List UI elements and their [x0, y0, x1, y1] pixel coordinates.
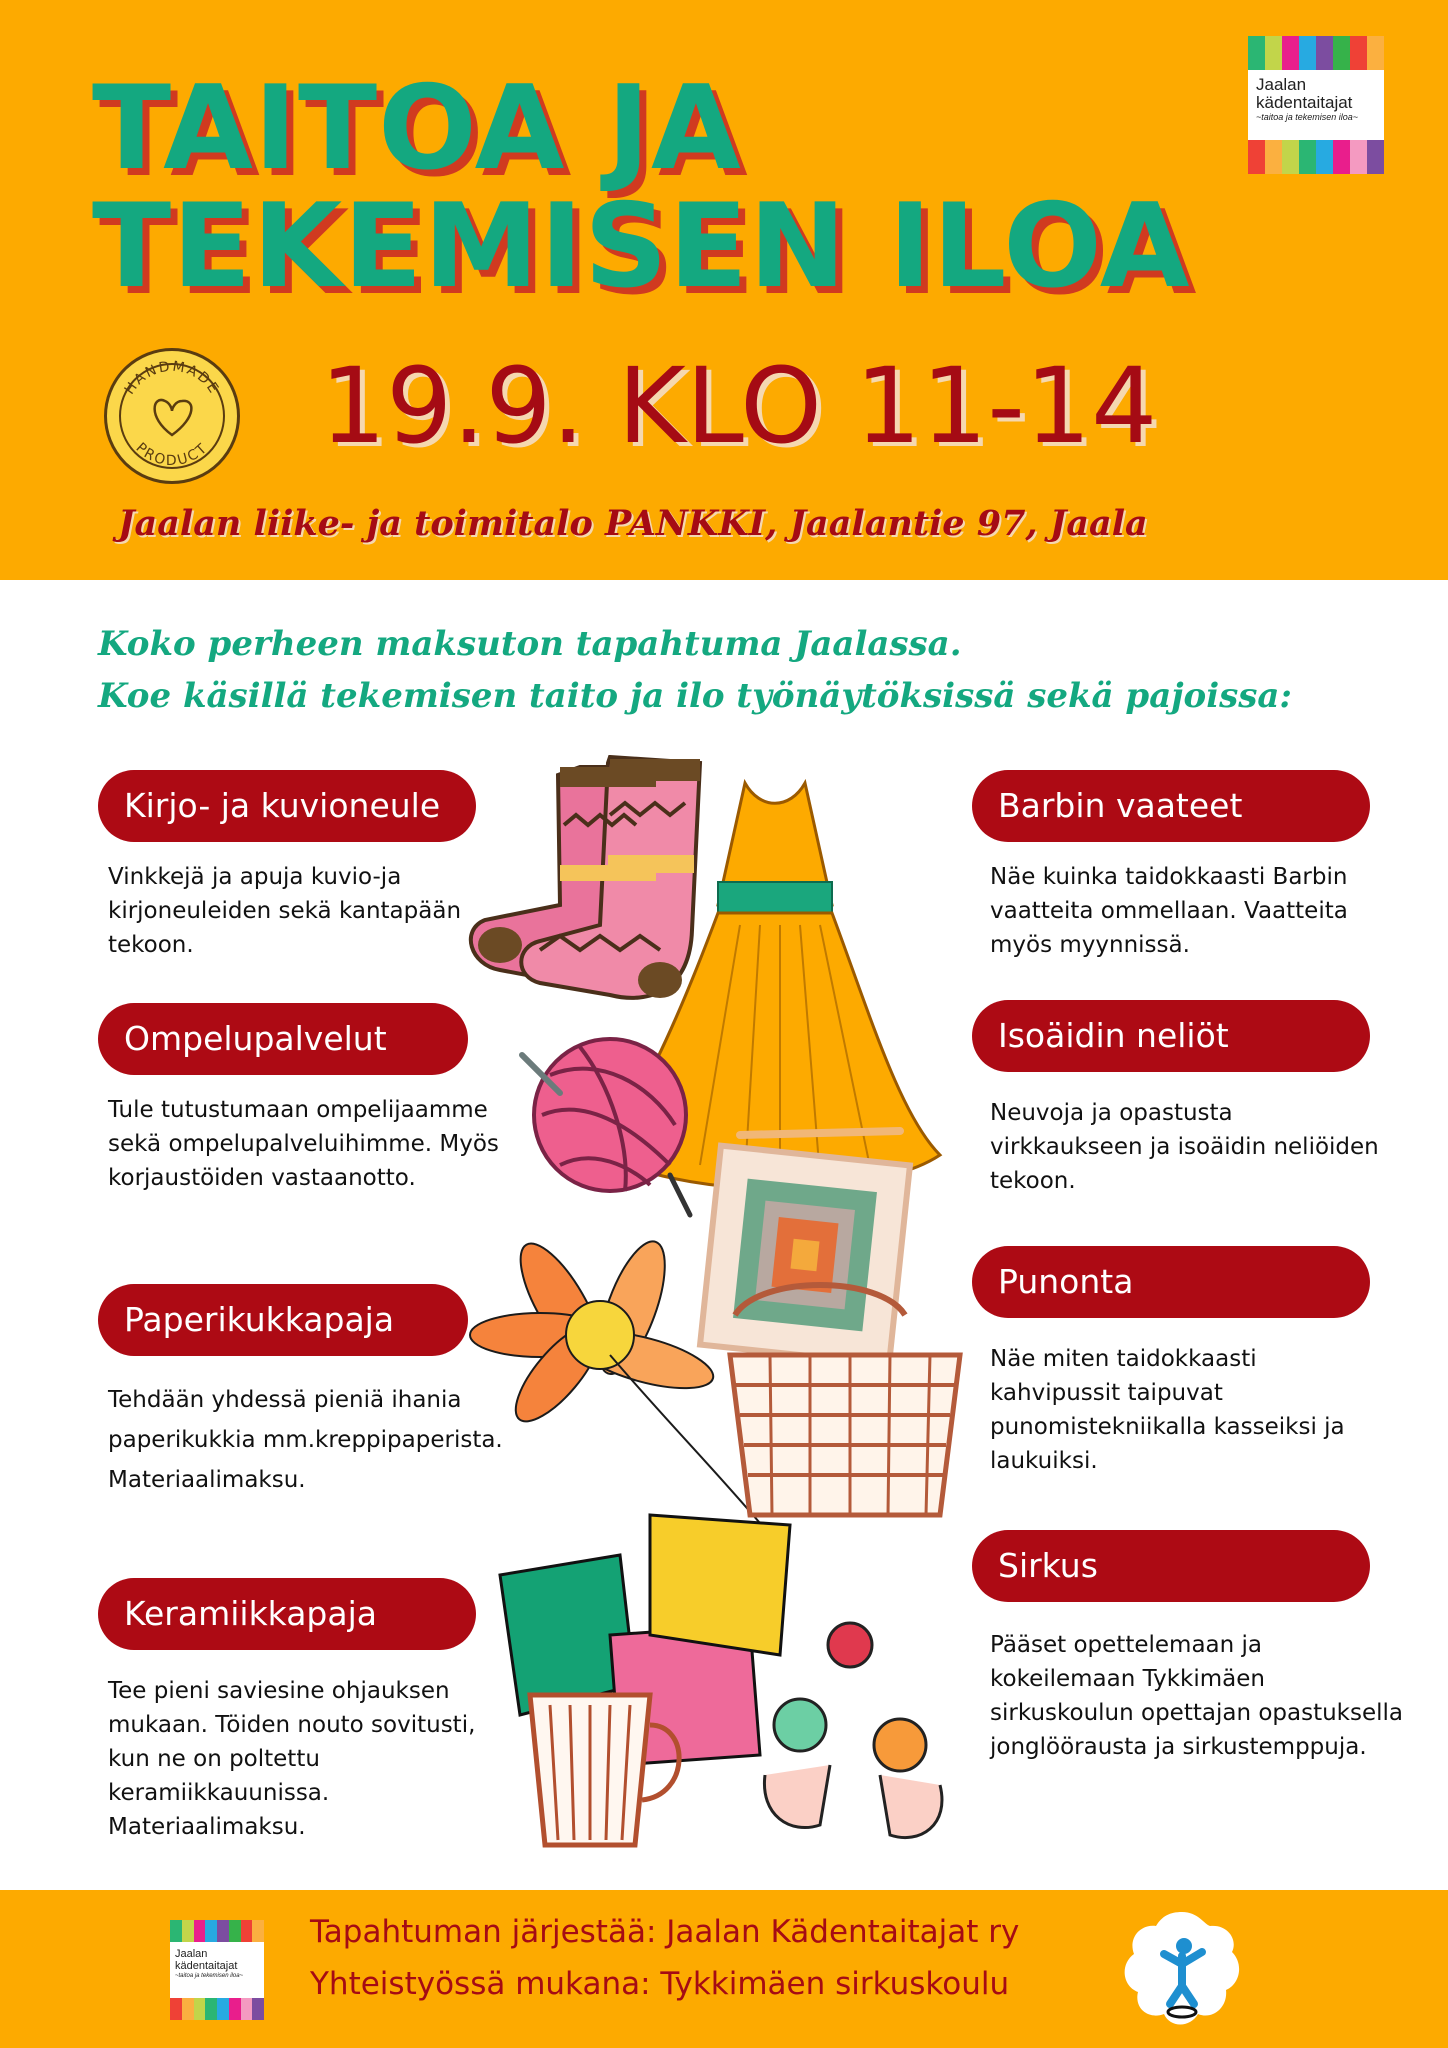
craft-illustrations	[460, 755, 970, 1865]
footer-partner: Yhteistyössä mukana: Tykkimäen sirkuskoulu	[310, 1966, 1010, 2002]
activity-title-kirjoneule: Kirjo- ja kuvioneule	[98, 770, 476, 842]
logo-color-bars-bottom	[1248, 140, 1384, 174]
activity-title-isoaidin-neliot: Isoäidin neliöt	[972, 1000, 1370, 1072]
logo-line-2: kädentaitajat	[1256, 93, 1353, 112]
logo-tagline: ~taitoa ja tekemisen iloa~	[1256, 112, 1359, 122]
activity-title-keramiikkapaja: Keramiikkapaja	[98, 1578, 476, 1650]
footer-logo-line-2: kädentaitajat	[175, 1960, 238, 1972]
juggling-icon	[764, 1623, 942, 1838]
title-line-1: TAITOA JA	[92, 61, 742, 196]
activity-desc-keramiikkapaja: Tee pieni saviesine ohjauksen mukaan. Töiden nouto sovitusti, kun ne on poltettu keramiikkauunissa. Materiaalimaksu.	[108, 1678, 476, 1840]
handmade-badge-icon	[104, 348, 240, 484]
intro-line-2: Koe käsillä tekemisen taito ja ilo työnäytöksissä sekä pajoissa:	[98, 676, 1292, 716]
event-title	[92, 61, 1242, 314]
logo-line-1: Jaalan	[1256, 75, 1307, 94]
event-date: 19.9. KLO 11-14	[320, 345, 1158, 467]
yarn-ball-icon	[522, 1039, 690, 1215]
activity-desc-punonta: Näe miten taidokkaasti kahvipussit taipuvat punomistekniikalla kasseiksi ja laukuiksi.	[990, 1346, 1345, 1474]
svg-text:PRODUCT	[133, 440, 212, 469]
title-line-2: TEKEMISEN ILOA	[92, 179, 1191, 314]
badge-text-bottom: PRODUCT	[132, 439, 212, 470]
footer-organizer-logo	[170, 1920, 264, 2020]
activity-desc-paperikukkapaja: Tehdään yhdessä pieniä ihania paperikukkia mm.kreppipaperista. Materiaalimaksu.	[108, 1387, 503, 1493]
activity-title-ompelupalvelut: Ompelupalvelut	[98, 1003, 468, 1075]
activity-desc-isoaidin-neliot: Neuvoja ja opastusta virkkaukseen ja isoäidin neliöiden tekoon.	[990, 1100, 1379, 1194]
badge-text-top: HANDMADE	[121, 358, 223, 398]
footer-logo-bars-bottom	[170, 1998, 264, 2020]
activity-title-paperikukkapaja: Paperikukkapaja	[98, 1284, 468, 1356]
activity-desc-ompelupalvelut: Tule tutustumaan ompelijaamme sekä ompelupalveluihimme. Myös korjaustöiden vastaanotto.	[108, 1097, 499, 1191]
intro-text	[98, 618, 1418, 722]
event-address: Jaalan liike- ja toimitalo PANKKI, Jaalantie 97, Jaala	[118, 503, 1148, 544]
logo-color-bars-top	[1248, 36, 1384, 70]
activity-title-sirkus: Sirkus	[972, 1530, 1370, 1602]
activity-title-barbin-vaateet: Barbin vaateet	[972, 770, 1370, 842]
organizer-logo	[1248, 36, 1384, 174]
socks-icon	[471, 757, 700, 998]
footer-logo-text	[175, 1948, 261, 1980]
footer-logo-tagline: ~taitoa ja tekemisen iloa~	[175, 1973, 244, 1979]
activity-title-punonta: Punonta	[972, 1246, 1370, 1318]
circus-logo-icon	[1118, 1906, 1246, 2034]
footer-logo-bars-top	[170, 1920, 264, 1942]
logo-text	[1256, 76, 1380, 123]
intro-line-1: Koko perheen maksuton tapahtuma Jaalassa.	[98, 624, 962, 664]
activity-desc-barbin-vaateet: Näe kuinka taidokkaasti Barbin vaatteita ommellaan. Vaatteita myös myynnissä.	[990, 864, 1348, 958]
footer-logo-line-1: Jaalan	[175, 1948, 208, 1960]
activity-desc-sirkus: Pääset opettelemaan ja kokeilemaan Tykkimäen sirkuskoulun opettajan opastuksella jonglöörausta ja sirkustemppuja.	[990, 1632, 1404, 1760]
footer-organizer: Tapahtuman järjestää: Jaalan Kädentaitajat ry	[310, 1914, 1020, 1950]
activity-desc-kirjoneule: Vinkkejä ja apuja kuvio-ja kirjoneuleiden sekä kantapään tekoon.	[108, 864, 462, 958]
granny-square-icon	[700, 1131, 910, 1364]
